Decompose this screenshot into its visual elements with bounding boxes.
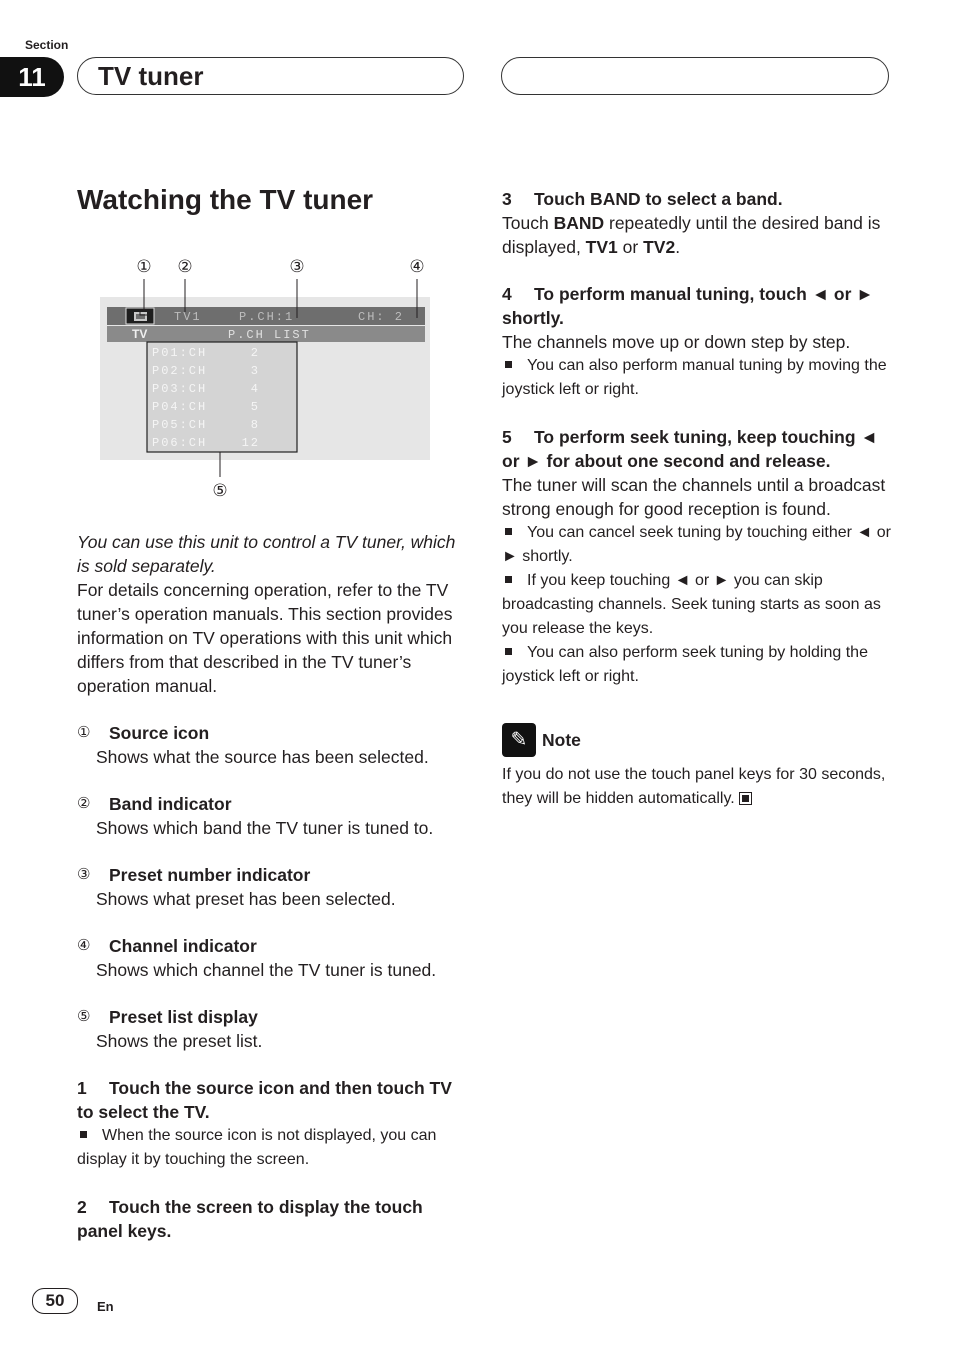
note-text: [502, 763, 894, 811]
item-description: Shows the preset list.: [96, 1031, 263, 1051]
bullet-square-icon: [80, 1131, 87, 1138]
step-number: 3: [502, 189, 512, 209]
item-band-indicator: [77, 792, 467, 840]
bullet-square-icon: [505, 361, 512, 368]
preset-row-label: P05:CH: [152, 418, 208, 432]
step-number: 5: [502, 427, 512, 447]
step-title: Touch the source icon and then touch TV to select the TV.: [77, 1078, 452, 1122]
bullet-square-icon: [505, 648, 512, 655]
preset-row-label: P02:CH: [152, 364, 208, 378]
step-title: Touch BAND to select a band.: [534, 189, 783, 209]
tv1-label: TV1: [585, 237, 618, 257]
item-preset-list-display: [77, 1005, 467, 1053]
step-5-bullet: [502, 521, 894, 569]
text: or: [617, 237, 644, 257]
step-title: To perform manual tuning, touch ◄ or ► shortly.: [502, 284, 874, 328]
bullet-text: You can also perform seek tuning by holding the joystick left or right.: [502, 644, 868, 685]
item-description: Shows which band the TV tuner is tuned to.: [96, 818, 434, 838]
step-number: 4: [502, 284, 512, 304]
left-column: [77, 530, 467, 1243]
bullet-square-icon: [505, 528, 512, 535]
preset-number-indicator: P.CH:1: [239, 310, 295, 324]
preset-row-channel: 8: [250, 418, 260, 432]
callout-1: ①: [136, 257, 152, 277]
section-number: 11: [0, 57, 64, 97]
item-description: Shows what the source has been selected.: [96, 747, 429, 767]
bullet-text: You can cancel seek tuning by touching either ◄ or ► shortly.: [502, 524, 891, 565]
text: Touch: [502, 213, 554, 233]
preset-row-channel: 4: [250, 382, 260, 396]
item-number: ③: [77, 866, 91, 883]
preset-row-label: P04:CH: [152, 400, 208, 414]
step-5-bullet: [502, 641, 894, 689]
item-description: Shows which channel the TV tuner is tuned.: [96, 960, 437, 980]
item-number: ②: [77, 795, 91, 812]
step-3-body: [502, 211, 894, 259]
section-title-text: TV tuner: [98, 60, 204, 91]
note-heading: [502, 723, 894, 757]
item-preset-number-indicator: [77, 863, 467, 911]
bullet-text: When the source icon is not displayed, you can display it by touching the screen.: [77, 1127, 437, 1168]
tv-screen-figure: [96, 250, 436, 505]
preset-row-label: P03:CH: [152, 382, 208, 396]
step-5: [502, 425, 894, 473]
preset-row-channel: 2: [250, 346, 260, 360]
item-title: Source icon: [109, 723, 210, 743]
note-label: Note: [542, 730, 581, 750]
step-number: 2: [77, 1197, 87, 1217]
page-number: 50: [32, 1288, 78, 1314]
band-key-label: BAND: [553, 213, 605, 233]
bullet-text: You can also perform manual tuning by moving the joystick left or right.: [502, 357, 887, 398]
right-column: [502, 187, 894, 811]
step-3: [502, 187, 894, 211]
step-title: Touch the screen to display the touch panel keys.: [77, 1197, 423, 1241]
bullet-text: If you keep touching ◄ or ► you can skip broadcasting channels. Seek tuning starts as soon as you release the keys.: [502, 572, 881, 637]
page-language: En: [97, 1299, 114, 1314]
item-title: Preset number indicator: [109, 865, 311, 885]
callout-2: ②: [177, 257, 193, 277]
item-number: ④: [77, 937, 91, 954]
item-title: Channel indicator: [109, 936, 257, 956]
item-source-icon: [77, 721, 467, 769]
item-title: Preset list display: [109, 1007, 258, 1027]
preset-row-channel: 3: [250, 364, 260, 378]
step-4-body: The channels move up or down step by step.: [502, 332, 851, 352]
step-4-bullet: [502, 354, 894, 402]
page-title: Watching the TV tuner: [77, 184, 374, 215]
callout-5: ⑤: [212, 481, 228, 501]
step-title: To perform seek tuning, keep touching ◄ or ► for about one second and release.: [502, 427, 878, 471]
pencil-icon: ✎: [502, 723, 536, 757]
step-1-bullet: [77, 1124, 467, 1172]
item-number: ⑤: [77, 1008, 91, 1025]
step-1: [77, 1076, 467, 1124]
end-mark-icon: [739, 792, 752, 805]
preset-row-label: P01:CH: [152, 346, 208, 360]
callout-4: ④: [409, 257, 425, 277]
band-indicator: TV1: [174, 310, 202, 324]
section-header-right-box: [501, 57, 889, 95]
step-number: 1: [77, 1078, 87, 1098]
item-description: Shows what preset has been selected.: [96, 889, 396, 909]
section-title: [77, 57, 464, 95]
section-label: Section: [25, 38, 69, 52]
channel-indicator: CH: 2: [358, 310, 405, 324]
preset-row-channel: 5: [250, 400, 260, 414]
tv2-label: TV2: [643, 237, 676, 257]
item-number: ①: [77, 724, 91, 741]
text: repeatedly until the desired band is displayed,: [502, 213, 881, 257]
step-5-body: The tuner will scan the channels until a broadcast strong enough for good reception is found.: [502, 475, 886, 519]
intro-body: For details concerning operation, refer to the TV tuner’s operation manuals. This section provides information on TV operations with this unit which differs from that described in the TV tuner’s operation manual.: [77, 580, 453, 696]
preset-row-label: P06:CH: [152, 436, 208, 450]
source-label: TV: [132, 327, 148, 341]
preset-list-title: P.CH LIST: [228, 328, 311, 342]
note-body: If you do not use the touch panel keys for 30 seconds, they will be hidden automatically.: [502, 766, 886, 807]
intro-italic: You can use this unit to control a TV tuner, which is sold separately.: [77, 532, 456, 576]
preset-row-channel: 12: [241, 436, 260, 450]
callout-3: ③: [289, 257, 305, 277]
item-title: Band indicator: [109, 794, 232, 814]
text: .: [675, 237, 681, 257]
step-4: [502, 282, 894, 330]
step-5-bullet: [502, 569, 894, 641]
step-2: [77, 1195, 467, 1243]
item-channel-indicator: [77, 934, 467, 982]
bullet-square-icon: [505, 576, 512, 583]
